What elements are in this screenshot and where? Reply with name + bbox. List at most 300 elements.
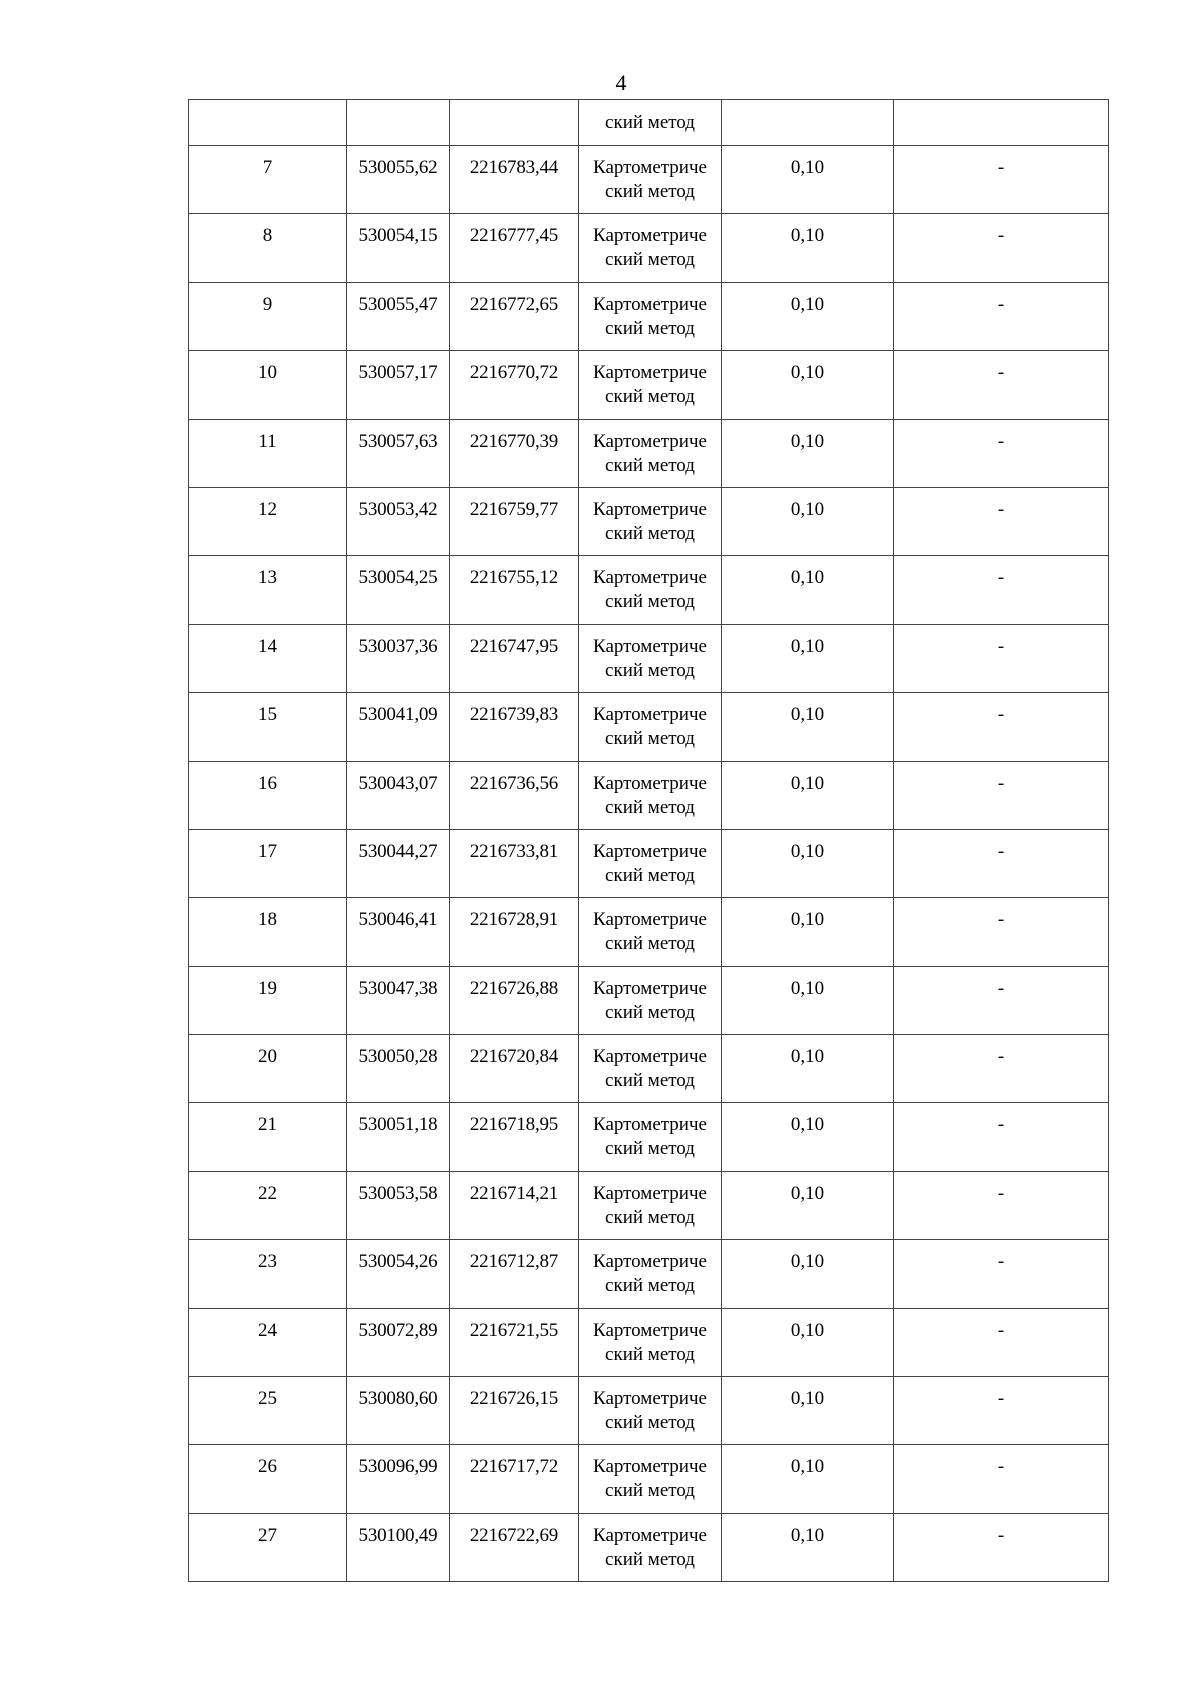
note-value: - bbox=[997, 430, 1005, 452]
cell-point-number bbox=[189, 419, 347, 487]
method-text-line-1: Картометриче bbox=[593, 1251, 707, 1273]
y-coordinate: 2216739,83 bbox=[469, 704, 559, 726]
note-value: - bbox=[997, 293, 1005, 315]
note-value: - bbox=[997, 1524, 1005, 1546]
cell-note bbox=[894, 1377, 1109, 1445]
cell-x bbox=[347, 351, 450, 419]
table-row bbox=[189, 1445, 1109, 1513]
cell-method bbox=[579, 624, 722, 692]
cell-point-number bbox=[189, 100, 347, 146]
cell-accuracy bbox=[722, 1377, 894, 1445]
method-text-line-2: ский метод bbox=[605, 591, 695, 613]
accuracy-value: 0,10 bbox=[790, 704, 825, 726]
x-coordinate: 530037,36 bbox=[358, 635, 438, 657]
cell-y bbox=[450, 1103, 579, 1171]
cell-point-number bbox=[189, 282, 347, 350]
note-value: - bbox=[997, 1114, 1005, 1136]
method-text-line-2: ский метод bbox=[605, 454, 695, 476]
cell-accuracy bbox=[722, 419, 894, 487]
point-number: 17 bbox=[258, 840, 277, 862]
table-row bbox=[189, 898, 1109, 966]
accuracy-value: 0,10 bbox=[790, 567, 825, 589]
point-number: 11 bbox=[258, 430, 277, 452]
method-text-line-2: ский метод bbox=[605, 249, 695, 271]
cell-accuracy bbox=[722, 1445, 894, 1513]
x-coordinate: 530054,26 bbox=[358, 1251, 438, 1273]
method-text-line-1: Картометриче bbox=[593, 1046, 707, 1068]
cell-note bbox=[894, 487, 1109, 555]
cell-method bbox=[579, 1035, 722, 1103]
cell-method bbox=[579, 214, 722, 282]
cell-x bbox=[347, 1377, 450, 1445]
cell-y bbox=[450, 1513, 579, 1581]
accuracy-value: 0,10 bbox=[790, 430, 825, 452]
note-value: - bbox=[997, 567, 1005, 589]
cell-y bbox=[450, 693, 579, 761]
cell-x bbox=[347, 1103, 450, 1171]
table-row bbox=[189, 693, 1109, 761]
cell-x bbox=[347, 1308, 450, 1376]
y-coordinate: 2216736,56 bbox=[469, 772, 559, 794]
cell-method bbox=[579, 1377, 722, 1445]
cell-y bbox=[450, 214, 579, 282]
note-value: - bbox=[997, 362, 1005, 384]
x-coordinate: 530047,38 bbox=[358, 977, 438, 999]
method-text-line-1: Картометриче bbox=[593, 772, 707, 794]
table-row bbox=[189, 1103, 1109, 1171]
cell-x bbox=[347, 898, 450, 966]
cell-method bbox=[579, 1171, 722, 1239]
cell-note bbox=[894, 351, 1109, 419]
y-coordinate: 2216722,69 bbox=[469, 1524, 559, 1546]
method-text-line-2: ский метод bbox=[605, 386, 695, 408]
cell-method bbox=[579, 1445, 722, 1513]
x-coordinate: 530043,07 bbox=[358, 772, 438, 794]
note-value: - bbox=[997, 909, 1005, 931]
method-text-line-2: ский метод bbox=[605, 1548, 695, 1570]
accuracy-value: 0,10 bbox=[790, 498, 825, 520]
continuation-row bbox=[189, 100, 1109, 146]
table-row bbox=[189, 966, 1109, 1034]
table-row bbox=[189, 1171, 1109, 1239]
point-number: 27 bbox=[258, 1524, 277, 1546]
y-coordinate: 2216712,87 bbox=[469, 1251, 559, 1273]
method-text-line-2: ский метод bbox=[605, 1206, 695, 1228]
table-row bbox=[189, 556, 1109, 624]
table-row bbox=[189, 1513, 1109, 1581]
cell-accuracy bbox=[722, 624, 894, 692]
x-coordinate: 530044,27 bbox=[358, 840, 438, 862]
method-text-line-1: Картометриче bbox=[593, 430, 707, 452]
cell-accuracy bbox=[722, 693, 894, 761]
cell-note bbox=[894, 1445, 1109, 1513]
note-value: - bbox=[997, 1251, 1005, 1273]
cell-point-number bbox=[189, 829, 347, 897]
cell-method bbox=[579, 829, 722, 897]
point-number: 8 bbox=[262, 225, 273, 247]
y-coordinate: 2216755,12 bbox=[469, 567, 559, 589]
note-value: - bbox=[997, 1182, 1005, 1204]
cell-accuracy bbox=[722, 351, 894, 419]
cell-method bbox=[579, 556, 722, 624]
cell-y bbox=[450, 1377, 579, 1445]
cell-point-number bbox=[189, 761, 347, 829]
cell-note bbox=[894, 1308, 1109, 1376]
method-text-line-1: Картометриче bbox=[593, 498, 707, 520]
note-value: - bbox=[997, 1388, 1005, 1410]
cell-y bbox=[450, 487, 579, 555]
y-coordinate: 2216720,84 bbox=[469, 1046, 559, 1068]
cell-note bbox=[894, 419, 1109, 487]
method-text-line-2: ский метод bbox=[605, 796, 695, 818]
cell-x bbox=[347, 624, 450, 692]
cell-point-number bbox=[189, 898, 347, 966]
table-row bbox=[189, 487, 1109, 555]
y-coordinate: 2216759,77 bbox=[469, 498, 559, 520]
point-number: 21 bbox=[258, 1114, 277, 1136]
cell-y bbox=[450, 1171, 579, 1239]
cell-method bbox=[579, 100, 722, 146]
cell-method bbox=[579, 282, 722, 350]
cell-method bbox=[579, 966, 722, 1034]
x-coordinate: 530050,28 bbox=[358, 1046, 438, 1068]
point-number: 23 bbox=[258, 1251, 277, 1273]
accuracy-value: 0,10 bbox=[790, 772, 825, 794]
cell-method bbox=[579, 487, 722, 555]
cell-accuracy bbox=[722, 1240, 894, 1308]
accuracy-value: 0,10 bbox=[790, 909, 825, 931]
point-number: 9 bbox=[262, 293, 273, 315]
method-text-line-1: Картометриче bbox=[593, 909, 707, 931]
cell-x bbox=[347, 1240, 450, 1308]
cell-note bbox=[894, 100, 1109, 146]
method-text-line-1: Картометриче bbox=[593, 293, 707, 315]
cell-y bbox=[450, 1035, 579, 1103]
cell-y bbox=[450, 146, 579, 214]
y-coordinate: 2216770,39 bbox=[469, 430, 559, 452]
cell-method bbox=[579, 1103, 722, 1171]
method-text-line-2: ский метод bbox=[605, 522, 695, 544]
method-text-line-1: Картометриче bbox=[593, 1388, 707, 1410]
point-number: 12 bbox=[258, 498, 277, 520]
x-coordinate: 530046,41 bbox=[358, 909, 438, 931]
cell-method bbox=[579, 1240, 722, 1308]
accuracy-value: 0,10 bbox=[790, 1251, 825, 1273]
y-coordinate: 2216718,95 bbox=[469, 1114, 559, 1136]
point-number: 16 bbox=[258, 772, 277, 794]
cell-accuracy bbox=[722, 214, 894, 282]
y-coordinate: 2216728,91 bbox=[469, 909, 559, 931]
cell-y bbox=[450, 1445, 579, 1513]
cell-accuracy bbox=[722, 146, 894, 214]
method-text-line-1: Картометриче bbox=[593, 1456, 707, 1478]
note-value: - bbox=[997, 157, 1005, 178]
cell-x bbox=[347, 146, 450, 214]
method-text-line-2: ский метод bbox=[605, 728, 695, 750]
cell-method bbox=[579, 1308, 722, 1376]
cell-x bbox=[347, 761, 450, 829]
cell-point-number bbox=[189, 214, 347, 282]
method-text-line-2: ский метод bbox=[605, 1412, 695, 1434]
cell-accuracy bbox=[722, 282, 894, 350]
cell-y bbox=[450, 898, 579, 966]
cell-note bbox=[894, 1240, 1109, 1308]
method-text-line-1: Картометриче bbox=[593, 1114, 707, 1136]
cell-accuracy bbox=[722, 1308, 894, 1376]
method-text-line-2: ский метод bbox=[605, 659, 695, 681]
point-number: 15 bbox=[258, 704, 277, 726]
cell-note bbox=[894, 693, 1109, 761]
cell-point-number bbox=[189, 966, 347, 1034]
cell-x bbox=[347, 1035, 450, 1103]
cell-method bbox=[579, 898, 722, 966]
method-text-line-1: Картометриче bbox=[593, 704, 707, 726]
point-number: 10 bbox=[258, 362, 277, 384]
cell-accuracy bbox=[722, 829, 894, 897]
cell-note bbox=[894, 1103, 1109, 1171]
coordinates-table-body bbox=[189, 100, 1109, 1582]
cell-note bbox=[894, 898, 1109, 966]
point-number: 22 bbox=[258, 1182, 277, 1204]
cell-note bbox=[894, 829, 1109, 897]
x-coordinate: 530053,42 bbox=[358, 498, 438, 520]
cell-accuracy bbox=[722, 1171, 894, 1239]
table-row bbox=[189, 419, 1109, 487]
table-row bbox=[189, 351, 1109, 419]
point-number: 24 bbox=[258, 1319, 277, 1341]
method-text-line-1: Картометриче bbox=[593, 635, 707, 657]
y-coordinate: 2216726,88 bbox=[469, 977, 559, 999]
cell-y bbox=[450, 624, 579, 692]
accuracy-value: 0,10 bbox=[790, 157, 825, 178]
accuracy-value: 0,10 bbox=[790, 1182, 825, 1204]
cell-accuracy bbox=[722, 1035, 894, 1103]
cell-note bbox=[894, 1035, 1109, 1103]
note-value: - bbox=[997, 225, 1005, 247]
y-coordinate: 2216721,55 bbox=[469, 1319, 559, 1341]
coordinates-table bbox=[188, 99, 1109, 1582]
accuracy-value: 0,10 bbox=[790, 1524, 825, 1546]
method-text-line-1: Картометриче bbox=[593, 225, 707, 247]
method-text-line-1: Картометриче bbox=[593, 1524, 707, 1546]
cell-y bbox=[450, 966, 579, 1034]
cell-y bbox=[450, 282, 579, 350]
method-text-line-2: ский метод bbox=[605, 181, 695, 202]
cell-note bbox=[894, 282, 1109, 350]
method-text-line-2: ский метод bbox=[605, 1001, 695, 1023]
x-coordinate: 530051,18 bbox=[358, 1114, 438, 1136]
cell-x bbox=[347, 693, 450, 761]
cell-note bbox=[894, 146, 1109, 214]
accuracy-value: 0,10 bbox=[790, 977, 825, 999]
cell-x bbox=[347, 556, 450, 624]
x-coordinate: 530072,89 bbox=[358, 1319, 438, 1341]
cell-method bbox=[579, 1513, 722, 1581]
note-value: - bbox=[997, 772, 1005, 794]
y-coordinate: 2216717,72 bbox=[469, 1456, 559, 1478]
cell-accuracy bbox=[722, 966, 894, 1034]
cell-y bbox=[450, 1240, 579, 1308]
note-value: - bbox=[997, 498, 1005, 520]
cell-y bbox=[450, 351, 579, 419]
cell-x bbox=[347, 214, 450, 282]
method-text-line-2: ский метод bbox=[605, 1343, 695, 1365]
x-coordinate: 530080,60 bbox=[358, 1388, 438, 1410]
cell-point-number bbox=[189, 487, 347, 555]
cell-note bbox=[894, 761, 1109, 829]
x-coordinate: 530057,63 bbox=[358, 430, 438, 452]
cell-accuracy bbox=[722, 100, 894, 146]
cell-x bbox=[347, 1171, 450, 1239]
cell-x bbox=[347, 829, 450, 897]
cell-point-number bbox=[189, 351, 347, 419]
point-number: 7 bbox=[262, 157, 273, 178]
cell-point-number bbox=[189, 624, 347, 692]
point-number: 20 bbox=[258, 1046, 277, 1068]
cell-y bbox=[450, 419, 579, 487]
cell-x bbox=[347, 100, 450, 146]
cell-point-number bbox=[189, 1445, 347, 1513]
point-number: 13 bbox=[258, 567, 277, 589]
cell-accuracy bbox=[722, 556, 894, 624]
accuracy-value: 0,10 bbox=[790, 1046, 825, 1068]
cell-accuracy bbox=[722, 898, 894, 966]
method-text-line-1: Картометриче bbox=[593, 567, 707, 589]
cell-point-number bbox=[189, 1103, 347, 1171]
cell-method bbox=[579, 419, 722, 487]
cell-point-number bbox=[189, 1171, 347, 1239]
cell-y bbox=[450, 829, 579, 897]
method-text-line-1: Картометриче bbox=[593, 1182, 707, 1204]
point-number: 18 bbox=[258, 909, 277, 931]
x-coordinate: 530055,62 bbox=[358, 157, 438, 178]
cell-method bbox=[579, 351, 722, 419]
y-coordinate: 2216747,95 bbox=[469, 635, 559, 657]
method-text-line-2: ский метод bbox=[605, 1275, 695, 1297]
note-value: - bbox=[997, 635, 1005, 657]
note-value: - bbox=[997, 1456, 1005, 1478]
cell-x bbox=[347, 1445, 450, 1513]
method-text-line-2: ский метод bbox=[605, 317, 695, 339]
cell-accuracy bbox=[722, 1103, 894, 1171]
cell-point-number bbox=[189, 1308, 347, 1376]
cell-x bbox=[347, 966, 450, 1034]
cell-point-number bbox=[189, 1377, 347, 1445]
accuracy-value: 0,10 bbox=[790, 1319, 825, 1341]
method-text: ский метод bbox=[605, 112, 695, 133]
accuracy-value: 0,10 bbox=[790, 225, 825, 247]
method-text-line-1: Картометриче bbox=[593, 840, 707, 862]
x-coordinate: 530041,09 bbox=[358, 704, 438, 726]
x-coordinate: 530054,15 bbox=[358, 225, 438, 247]
point-number: 14 bbox=[258, 635, 277, 657]
page-number: 4 bbox=[615, 70, 627, 95]
table-row bbox=[189, 1308, 1109, 1376]
method-text-line-1: Картометриче bbox=[593, 977, 707, 999]
accuracy-value: 0,10 bbox=[790, 1114, 825, 1136]
accuracy-value: 0,10 bbox=[790, 635, 825, 657]
method-text-line-2: ский метод bbox=[605, 933, 695, 955]
note-value: - bbox=[997, 977, 1005, 999]
cell-point-number bbox=[189, 146, 347, 214]
cell-note bbox=[894, 1171, 1109, 1239]
cell-point-number bbox=[189, 556, 347, 624]
table-row bbox=[189, 829, 1109, 897]
x-coordinate: 530055,47 bbox=[358, 293, 438, 315]
table-row bbox=[189, 1240, 1109, 1308]
x-coordinate: 530100,49 bbox=[358, 1524, 438, 1546]
cell-accuracy bbox=[722, 487, 894, 555]
y-coordinate: 2216770,72 bbox=[469, 362, 559, 384]
method-text-line-2: ский метод bbox=[605, 864, 695, 886]
note-value: - bbox=[997, 704, 1005, 726]
accuracy-value: 0,10 bbox=[790, 1456, 825, 1478]
cell-y bbox=[450, 556, 579, 624]
table-row bbox=[189, 1377, 1109, 1445]
cell-accuracy bbox=[722, 1513, 894, 1581]
y-coordinate: 2216783,44 bbox=[469, 157, 559, 178]
x-coordinate: 530054,25 bbox=[358, 567, 438, 589]
point-number: 19 bbox=[258, 977, 277, 999]
note-value: - bbox=[997, 840, 1005, 862]
cell-point-number bbox=[189, 1240, 347, 1308]
cell-note bbox=[894, 1513, 1109, 1581]
cell-y bbox=[450, 761, 579, 829]
cell-note bbox=[894, 556, 1109, 624]
y-coordinate: 2216714,21 bbox=[469, 1182, 559, 1204]
cell-y bbox=[450, 1308, 579, 1376]
method-text-line-2: ский метод bbox=[605, 1138, 695, 1160]
cell-note bbox=[894, 214, 1109, 282]
method-text-line-1: Картометриче bbox=[593, 157, 707, 178]
method-text-line-1: Картометриче bbox=[593, 1319, 707, 1341]
accuracy-value: 0,10 bbox=[790, 840, 825, 862]
method-text-line-2: ский метод bbox=[605, 1480, 695, 1502]
cell-method bbox=[579, 146, 722, 214]
cell-method bbox=[579, 693, 722, 761]
cell-x bbox=[347, 487, 450, 555]
y-coordinate: 2216726,15 bbox=[469, 1388, 559, 1410]
method-text-line-2: ский метод bbox=[605, 1070, 695, 1092]
cell-note bbox=[894, 624, 1109, 692]
cell-note bbox=[894, 966, 1109, 1034]
cell-method bbox=[579, 761, 722, 829]
table-row bbox=[189, 624, 1109, 692]
point-number: 25 bbox=[258, 1388, 277, 1410]
table-row bbox=[189, 214, 1109, 282]
table-row bbox=[189, 761, 1109, 829]
y-coordinate: 2216777,45 bbox=[469, 225, 559, 247]
x-coordinate: 530057,17 bbox=[358, 362, 438, 384]
cell-y bbox=[450, 100, 579, 146]
table-row bbox=[189, 146, 1109, 214]
table-row bbox=[189, 282, 1109, 350]
accuracy-value: 0,10 bbox=[790, 293, 825, 315]
cell-accuracy bbox=[722, 761, 894, 829]
cell-x bbox=[347, 282, 450, 350]
cell-point-number bbox=[189, 1035, 347, 1103]
method-text-line-1: Картометриче bbox=[593, 362, 707, 384]
accuracy-value: 0,10 bbox=[790, 362, 825, 384]
accuracy-value: 0,10 bbox=[790, 1388, 825, 1410]
y-coordinate: 2216772,65 bbox=[469, 293, 559, 315]
x-coordinate: 530053,58 bbox=[358, 1182, 438, 1204]
point-number: 26 bbox=[258, 1456, 277, 1478]
note-value: - bbox=[997, 1046, 1005, 1068]
note-value: - bbox=[997, 1319, 1005, 1341]
y-coordinate: 2216733,81 bbox=[469, 840, 559, 862]
table-row bbox=[189, 1035, 1109, 1103]
